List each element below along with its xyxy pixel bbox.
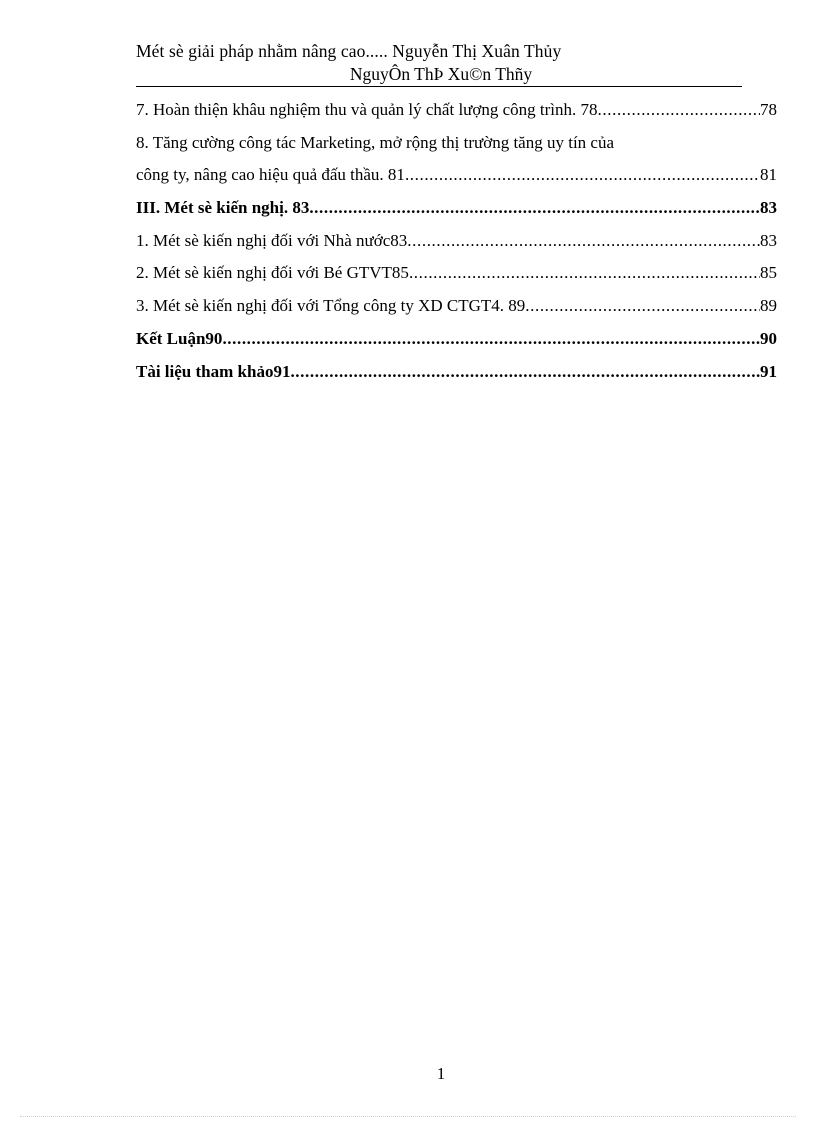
- toc-entry-page: 83: [760, 230, 777, 250]
- toc-section-text: Tài liệu tham khảo91: [136, 361, 291, 381]
- page-number: 1: [436, 1064, 446, 1083]
- toc-entry-7: [136, 94, 777, 127]
- toc-leader-dots: [405, 159, 760, 192]
- header-title: Mét sè giải pháp nhằm nâng cao..... Nguyễn Thị Xuân Thủy: [136, 41, 562, 61]
- toc-entry-text: 2. Mét sè kiến nghị đối với Bé GTVT85: [136, 263, 409, 283]
- toc-entry-text: 3. Mét sè kiến nghị đối với Tổng công ty XD CTGT4. 89: [136, 296, 526, 316]
- toc-leader-dots: [407, 225, 760, 258]
- header-rule: [136, 86, 742, 87]
- toc-leader-dots: [409, 257, 760, 290]
- toc-rec-3: [136, 290, 777, 323]
- toc-entry-page: 81: [760, 165, 777, 185]
- toc-section-3: [136, 192, 777, 225]
- toc-references: [136, 356, 777, 389]
- toc-entry-text: 8. Tăng cường công tác Marketing, mở rộng thị trường tăng uy tín của: [136, 132, 615, 152]
- toc-entry-text: 1. Mét sè kiến nghị đối với Nhà nước83: [136, 230, 408, 250]
- toc-entry-page: 89: [760, 296, 777, 316]
- table-of-contents: [136, 94, 777, 388]
- toc-leader-dots: [598, 94, 760, 127]
- toc-entry-page: 78: [760, 100, 777, 119]
- toc-entry-text: 7. Hoàn thiện khâu nghiệm thu và quản lý chất lượng công trình. 78: [136, 100, 598, 119]
- running-header: [136, 40, 742, 86]
- toc-section-page: 91: [760, 361, 777, 381]
- toc-entry-8: [136, 127, 777, 192]
- toc-rec-2: [136, 257, 777, 290]
- toc-section-page: 83: [760, 198, 777, 218]
- toc-entry-text-continued: công ty, nâng cao hiệu quả đấu thầu. 81: [136, 165, 405, 185]
- toc-leader-dots: [290, 356, 760, 389]
- header-author: NguyÔn ThÞ Xu©n Thñy: [349, 64, 533, 84]
- toc-leader-dots: [309, 192, 760, 225]
- toc-section-text: Kết Luận90: [136, 328, 223, 348]
- toc-conclusion: [136, 323, 777, 356]
- toc-rec-1: [136, 225, 777, 258]
- toc-entry-page: 85: [760, 263, 777, 283]
- toc-section-text: III. Mét sè kiến nghị. 83: [136, 198, 310, 218]
- toc-leader-dots: [222, 323, 760, 356]
- toc-leader-dots: [525, 290, 760, 323]
- toc-section-page: 90: [760, 328, 777, 348]
- page-bottom-border: [20, 1116, 796, 1117]
